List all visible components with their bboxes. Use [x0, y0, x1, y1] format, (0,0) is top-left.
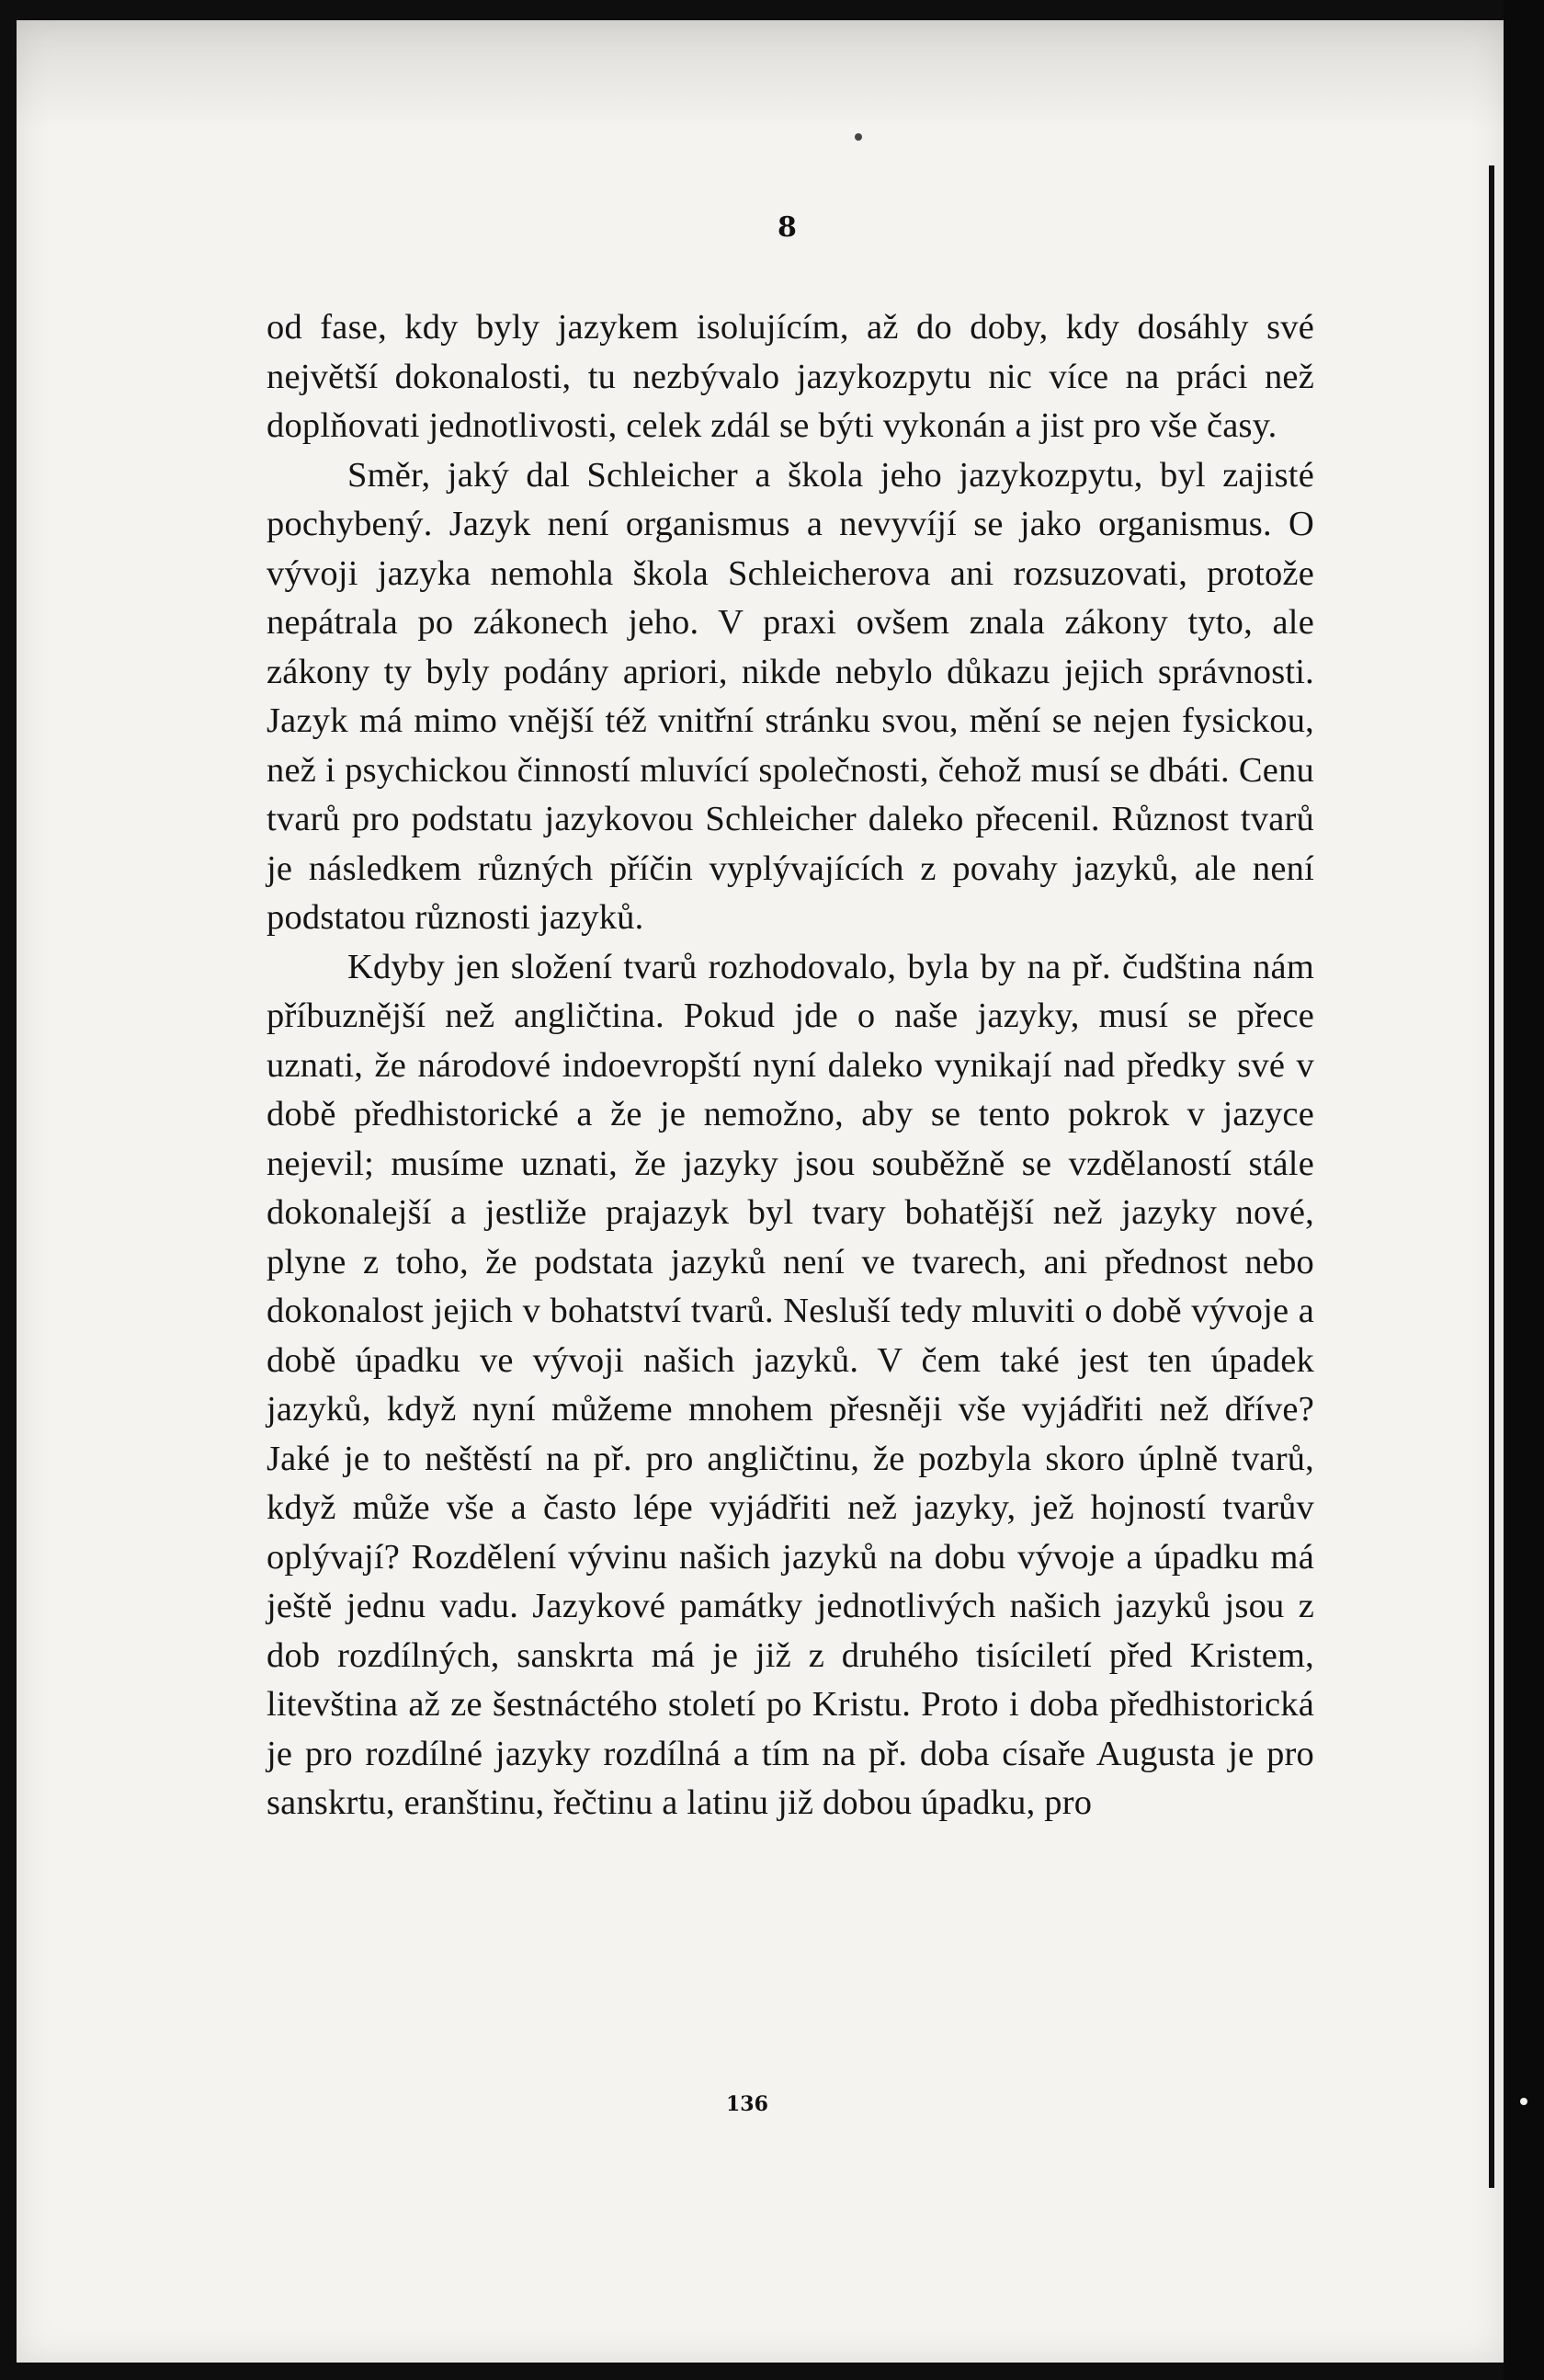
paragraph: Kdyby jen složení tvarů rozhodovalo, byla by na př. čudština nám příbuznější než angličtina. Pokud jde o naše jazyky, musí se přece uznati, že národové indoevropští nyní daleko vynikají nad předky své v době předhistorické a že je nemožno, aby se tento pokrok v jazyce nejevil; musíme uznati, že jazyky jsou souběžně se vzdělaností stále dokonalejší a jestliže prajazyk byl tvary bohatější než jazyky nové, plyne z toho, že podstata jazyků není ve tvarech, ani přednost nebo dokonalost jejich v bohatství tvarů. Nesluší tedy mluviti o době vývoje a době úpadku ve vývoji našich jazyků. V čem také jest ten úpadek jazyků, když nyní můžeme mnohem přesněji vše vyjádřiti než dříve? Jaké je to neštěstí na př. pro angličtinu, že pozbyla skoro úplně tvarů, když může vše a často lépe vyjádřiti než jazyky, jež hojností tvarův oplývají? Rozdělení vývinu našich jazyků na dobu vývoje a úpadku má ještě jednu vadu. Jazykové památky jednotlivých našich jazyků jsou z dob rozdílných, sanskrta má je již z druhého tisíciletí před Kristem, litevština až ze šestnáctého století po Kristu. Proto i doba předhistorická je pro rozdílné jazyky rozdílná a tím na př. doba císaře Augusta je pro sanskrtu, eranštinu, řečtinu a latinu již dobou úpadku, pro [267, 947, 1314, 1822]
header-page-number: 8 [778, 211, 797, 244]
footer-page-number: 136 [726, 2092, 768, 2116]
page-top-shadow [17, 20, 1504, 131]
ink-speck [855, 133, 862, 141]
paragraph: od fase, kdy byly jazykem isolujícím, až do doby, kdy dosáhly své největší dokonalosti, tu nezbývalo jazykozpytu nic více na práci než doplňovati jednotlivosti, celek zdál se býti vykonán a jist pro vše časy. [267, 308, 1314, 445]
edge-speck [1520, 2098, 1527, 2105]
body-text [267, 303, 1314, 1828]
scan-right-edge [1504, 0, 1544, 2380]
page-edge-line [1489, 165, 1494, 2188]
paragraph: Směr, jaký dal Schleicher a škola jeho jazykozpytu, byl zajisté pochybený. Jazyk není organismus a nevyvíjí se jako organismus. O vývoji jazyka nemohla škola Schleicherova ani rozsuzovati, protože nepátrala po zákonech jeho. V praxi ovšem znala zákony tyto, ale zákony ty byly podány apriori, nikde nebylo důkazu jejich správnosti. Jazyk má mimo vnější též vnitřní stránku svou, mění se nejen fysickou, než i psychickou činností mluvící společnosti, čehož musí se dbáti. Cenu tvarů pro podstatu jazykovou Schleicher daleko přecenil. Různost tvarů je následkem různých příčin vyplývajících z povahy jazyků, ale není podstatou různosti jazyků. [267, 455, 1314, 937]
